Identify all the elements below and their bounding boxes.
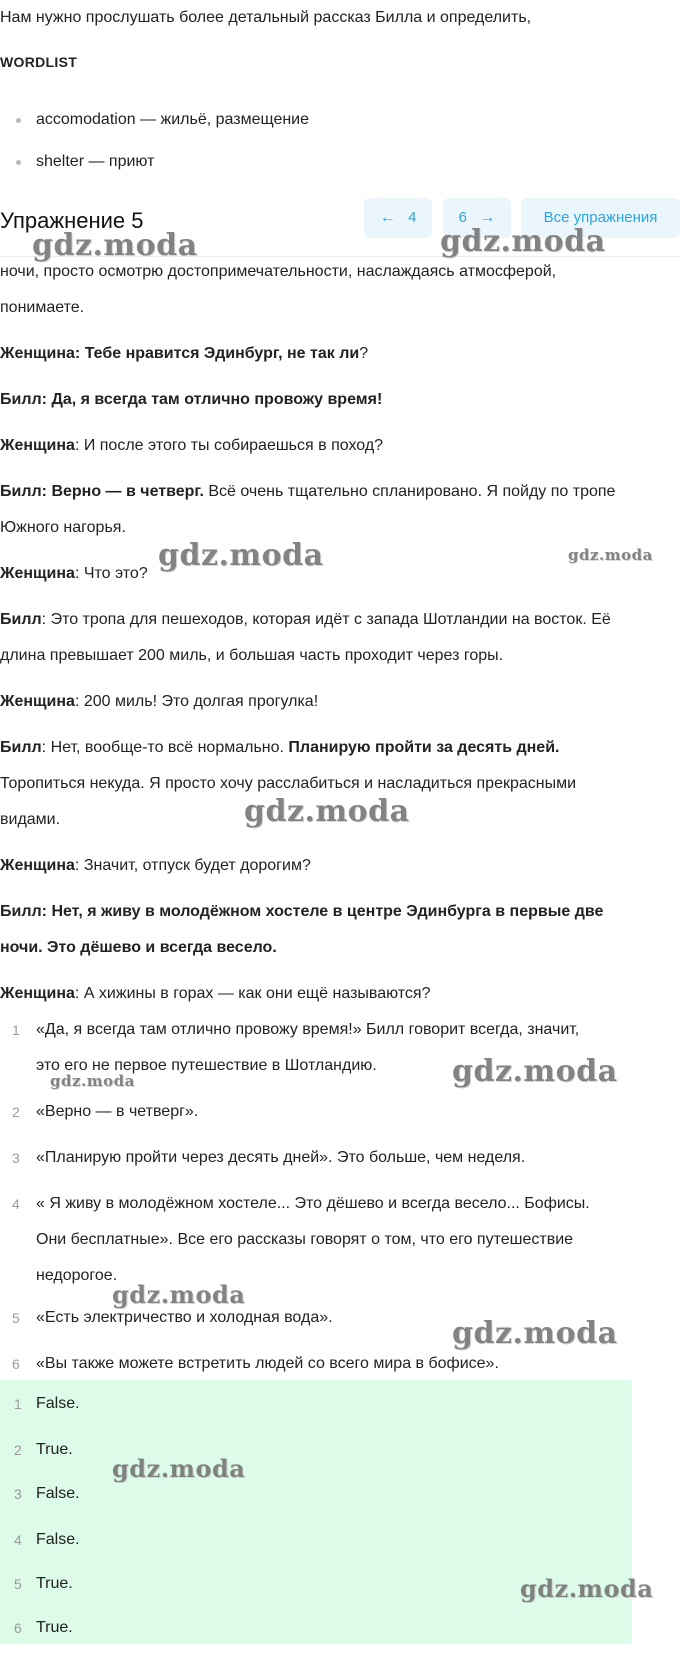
highlighted-phrase: Билл: Нет, я живу в молодёжном хостеле в центре Эдинбурга в первые две (0, 903, 604, 920)
transcript-line: Торопиться некуда. Я просто хочу расслабиться и насладиться прекрасными (0, 775, 577, 792)
item-number: 6 (14, 1620, 22, 1636)
watermark-logo: gdz.moda (568, 546, 653, 564)
transcript-fragment: : И после этого ты собираешься в поход? (74, 437, 384, 454)
item-number: 4 (12, 1196, 20, 1212)
transcript-line (0, 556, 148, 592)
bullet-icon (16, 118, 21, 123)
transcript-fragment: : А хижины в горах — как они ещё называются? (74, 985, 431, 1002)
item-number: 2 (14, 1442, 22, 1458)
watermark-logo: gdz.moda (440, 224, 606, 259)
speaker-label: Женщина (0, 985, 75, 1002)
transcript-line: видами. (0, 811, 61, 828)
transcript-line (0, 474, 615, 510)
next-exercise-button[interactable]: 6 → (443, 198, 511, 238)
transcript-fragment: : Что это? (74, 565, 148, 582)
answers-block (0, 1380, 632, 1644)
highlighted-phrase: Планирую пройти за десять дней. (288, 739, 560, 756)
highlighted-phrase: : Тебе нравится Эдинбург, не так ли (74, 345, 360, 362)
highlighted-phrase: ночи. Это дёшево и всегда весело. (0, 939, 277, 956)
transcript-line: длина превышает 200 миль, и большая часть проходит через горы. (0, 647, 504, 664)
arrow-right-icon: → (479, 209, 496, 226)
transcript-line (0, 336, 368, 372)
watermark-logo: gdz.moda (244, 794, 410, 829)
exercise-header (0, 192, 680, 257)
item-number: 1 (12, 1022, 20, 1038)
bullet-icon (16, 160, 21, 165)
item-number: 3 (14, 1486, 22, 1502)
watermark-logo: gdz.moda (50, 1072, 135, 1090)
watermark-logo: gdz.moda (520, 1574, 654, 1603)
watermark-logo: gdz.moda (112, 1454, 246, 1483)
item-number: 6 (12, 1356, 20, 1372)
watermark-logo: gdz.moda (452, 1316, 618, 1351)
transcript-fragment: : Нет, вообще-то всё нормально. (41, 739, 289, 756)
answer-text: True. (36, 1575, 73, 1592)
answer-text: True. (36, 1619, 73, 1636)
wordlist-heading: WORDLIST (0, 54, 78, 70)
transcript-line: Южного нагорья. (0, 519, 126, 536)
speaker-label: Билл (0, 739, 42, 756)
transcript-line (0, 730, 559, 766)
watermark-logo: gdz.moda (452, 1054, 618, 1089)
item-number: 1 (14, 1396, 22, 1412)
answer-text: False. (36, 1395, 80, 1412)
highlighted-phrase: Билл: Верно — в четверг. (0, 483, 204, 500)
item-number: 5 (14, 1576, 22, 1592)
speaker-label: Женщина (0, 693, 75, 710)
answer-text: True. (36, 1441, 73, 1458)
prev-exercise-button[interactable]: ← 4 (364, 198, 432, 238)
transcript-line (0, 976, 431, 1012)
answer-text: False. (36, 1485, 80, 1502)
transcript-line (0, 848, 311, 884)
item-number: 3 (12, 1150, 20, 1166)
transcript-fragment: Всё очень тщательно спланировано. Я пойду по тропе (203, 483, 616, 500)
exercise-title: Упражнение 5 (0, 208, 144, 233)
answer-text: False. (36, 1531, 80, 1548)
transcript-line (0, 684, 318, 720)
speaker-label: Женщина (0, 857, 75, 874)
all-exercises-button[interactable]: Все упражнения (521, 198, 680, 238)
transcript-line (0, 602, 611, 638)
watermark-logo: gdz.moda (32, 228, 198, 263)
transcript-line (0, 428, 383, 464)
transcript-fragment: : 200 миль! Это долгая прогулка! (74, 693, 319, 710)
item-number: 4 (14, 1532, 22, 1548)
watermark-logo: gdz.moda (112, 1280, 246, 1309)
speaker-label: Женщина (0, 565, 75, 582)
transcript-line: ночи, просто осмотрю достопримечательности, наслаждаясь атмосферой, (0, 263, 557, 280)
speaker-label: Женщина (0, 345, 75, 362)
highlighted-phrase: Билл: Да, я всегда там отлично провожу время! (0, 391, 383, 408)
item-number: 5 (12, 1310, 20, 1326)
watermark-logo: gdz.moda (158, 538, 324, 573)
speaker-label: Женщина (0, 437, 75, 454)
transcript-fragment: ? (359, 345, 369, 362)
transcript-fragment: : Значит, отпуск будет дорогим? (74, 857, 311, 874)
item-number: 2 (12, 1104, 20, 1120)
arrow-left-icon: ← (379, 209, 396, 226)
transcript-fragment: : Это тропа для пешеходов, которая идёт с запада Шотландии на восток. Её (41, 611, 611, 628)
intro-text: Нам нужно прослушать более детальный рассказ Билла и определить, (0, 9, 532, 26)
transcript-line: понимаете. (0, 299, 85, 316)
speaker-label: Билл (0, 611, 42, 628)
